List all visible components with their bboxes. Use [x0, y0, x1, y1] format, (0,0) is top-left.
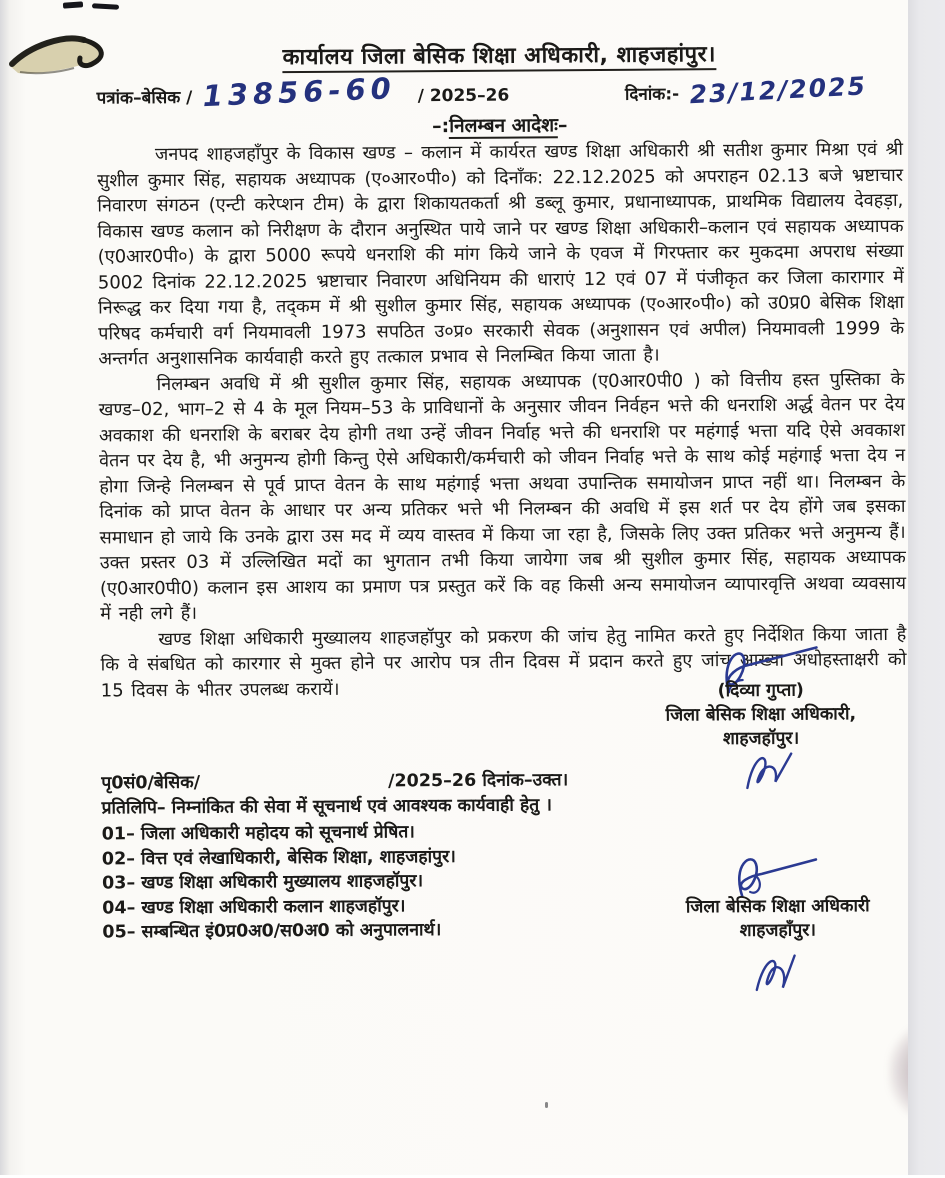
subject-open: –: — [431, 115, 450, 138]
signature-scribble-icon — [745, 946, 805, 996]
scanner-edge-band — [908, 0, 945, 1175]
order-paragraph-2: निलम्बन अवधि में श्री सुशील कुमार सिंह, सहायक अध्यापक (ए0आर0पी0 ) को वित्तीय हस्त पुस्तिका के खण्ड–02, भाग–2 से 4 के मूल नियम–53 के प्राविधानों के अनुसार जीवन निर्वहन भत्ते की धनराशि अर्द्ध वेतन पर देय अवकाश की धनराशि के बराबर देय होगी तथा उन्हें जीवन निर्वाह भत्ते की धनराशि पर महंगाई भत्ता यदि ऐसे अवकाश वेतन पर देय है, भी अनुमन्य होगी किन्तु ऐसे अधिकारी/कर्मचारी को जीवन निर्वाह भत्ते के साथ कोई महंगाई भत्ता देय न होगा जिन्हे निलम्बन से पूर्व प्राप्त वेतन के साथ महंगाई भत्ता अथवा उपान्तिक समायोजन प्राप्त नहीं था। निलम्बन के दिनांक को प्राप्त वेतन के आधार पर अन्य प्रतिकर भत्ते भी निलम्बन की अवधि में इस शर्त पर देय होंगे जब इसका समाधान हो जाये कि उनके द्वारा उस मद में व्यय वास्तव में किया जा रहा है, जिसके लिए उक्त प्रतिकर भत्ते अनुमन्य हैं। उक्त प्रस्तर 03 में उल्लिखित मदों का भुगतान तभी किया जायेगा जब श्री सुशील कुमार सिंह, सहायक अध्यापक (ए0आर0पी0) कलान इस आशय का प्रमाण पत्र प्रस्तुत करें कि वह किसी अन्य समायोजन व्यापारवृत्ति अथवा व्यवसाय में नही लगे हैं। — [98, 368, 907, 625]
order-body — [97, 137, 907, 704]
signer-place: शाहजहॉपुर। — [722, 728, 800, 750]
endorsement-ref-suffix: /2025–26 दिनांक–उक्त। — [387, 770, 569, 792]
copy-item: 05– सम्बन्धित इं0प्र0अ0/स0अ0 को अनुपालनार्थ। — [102, 920, 442, 943]
date-label: दिनांक:- — [624, 84, 680, 105]
copy-item: 04– खण्ड शिक्षा अधिकारी कलान शाहजहॉपुर। — [102, 895, 406, 918]
subject-close: – — [557, 114, 568, 137]
signer-name: (दिव्या गुप्ता) — [717, 680, 804, 702]
office-title — [96, 37, 902, 73]
copy-heading: प्रतिलिपि– निम्नांकित की सेवा में सूचनार्थ एवं आवश्यक कार्यवाही हेतु । — [101, 795, 552, 819]
copy-item: 02– वित्त एवं लेखाधिकारी, बेसिक शिक्षा, शाहजहांपुर। — [101, 846, 456, 869]
signature-block-top — [631, 678, 891, 752]
endorsement-ref-prefix: पृ0सं0/बेसिक/ — [101, 772, 201, 794]
copy-item: 01– जिला अधिकारी महोदय को सूचनार्थ प्रेषित। — [101, 822, 415, 845]
bottom-signer-designation: जिला बेसिक शिक्षा अधिकारी — [685, 896, 870, 918]
letter-no-label: पत्रांक–बेसिक / — [96, 87, 193, 109]
office-title-text: कार्यालय जिला बेसिक शिक्षा अधिकारी, शाहजहांपुर। — [283, 42, 717, 73]
order-paragraph-3: खण्ड शिक्षा अधिकारी मुख्यालय शाहजहॉपुर को प्रकरण की जांच हेतु नामित करते हुए निर्देशित किया जाता है कि वे संबधित को कारगार से मुक्त होने पर आरोप पत्र तीन दिवस में प्रदान करते हुए जांच आख्या अधोहस्ताक्षरी को 15 दिवस के भीतर उपलब्ध करायें। — [100, 623, 907, 701]
order-paragraph-1: जनपद शाहजहाँपुर के विकास खण्ड – कलान में कार्यरत खण्ड शिक्षा अधिकारी श्री सतीश कुमार मिश्रा एवं श्री सुशील कुमार सिंह, सहायक अध्यापक (ए०आर०पी०) को दिनाँक: 22.12.2025 को अपराहन 02.13 बजे भ्रष्टाचार निवारण संगठन (एन्टी करेप्शन टीम) के द्वारा शिकायतकर्ता श्री डब्लू कुमार, प्रधानाध्यापक, प्राथमिक विद्यालय देवहड़ा, विकास खण्ड कलान को निरीक्षण के दौरान अनुस्थित पाये जाने पर खण्ड शिक्षा अधिकारी–कलान एवं सहायक अध्यापक (ए0आर0पी०) के द्वारा 5000 रूपये धनराशि की मांग किये जाने के एवज में गिरफ्तार कर मुकदमा अपराध संख्या 5002 दिनांक 22.12.2025 भ्रष्टाचार निवारण अधिनियम की धाराएं 12 एवं 07 में पंजीकृत कर जिला कारागार में निरूद्ध कर दिया गया है, तद्कम में श्री सुशील कुमार सिंह, सहायक अध्यापक (ए०आर०पी०) को उ0प्र0 बेसिक शिक्षा परिषद कर्मचारी वर्ग नियमावली 1973 सपठित उ०प्र० सरकारी सेवक (अनुशासन एवं अपील) नियमावली 1999 के अन्तर्गत अनुशासनिक कार्यवाही करते हुए तत्काल प्रभाव से निलम्बित किया जाता है। — [97, 138, 905, 370]
signature-scribble-icon — [718, 849, 823, 900]
subject-heading — [97, 109, 903, 141]
copy-list — [102, 819, 663, 945]
letter-year: / 2025–26 — [417, 85, 510, 107]
bottom-signer-place: शाहजहाँपुर। — [739, 920, 817, 942]
letter-ref-line — [96, 71, 868, 114]
subject-core: निलम्बन आदेशः — [449, 114, 559, 138]
date-handwritten: 23/12/2025 — [688, 71, 868, 110]
copy-item: 03– खण्ड शिक्षा अधिकारी मुख्यालय शाहजहॉपुर। — [101, 871, 424, 894]
signature-block-bottom — [650, 894, 905, 944]
letter-no-handwritten: 13856-60 — [201, 71, 397, 114]
signer-designation: जिला बेसिक शिक्षा अधिकारी, — [665, 704, 857, 726]
